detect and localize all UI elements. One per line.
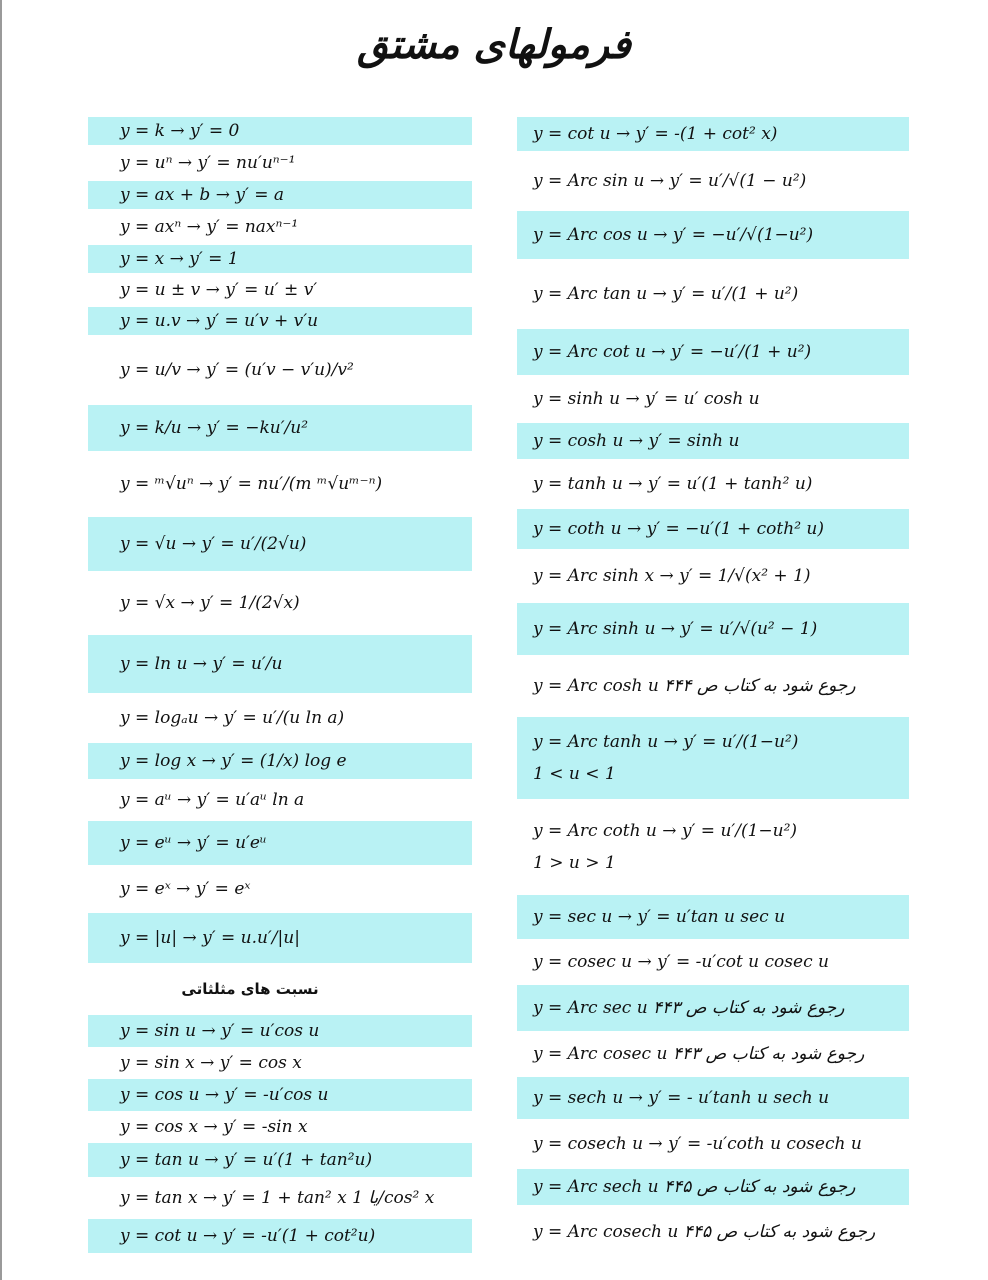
formula-sqrt-x: y = √x → y′ = 1/(2√x) <box>120 593 300 613</box>
formula-cot-u-right: y = cot u → y′ = -(1 + cot² x) <box>517 117 909 151</box>
formula-arcsech: y = Arc sech u رجوع شود به کتاب ص ۴۴۵ <box>517 1169 909 1205</box>
formula-sin-x: y = sin x → y′ = cos x <box>120 1053 302 1073</box>
formula-arctanh-main: y = Arc tanh u → y′ = u′/(1−u²) <box>533 732 799 752</box>
formula-sin-u: y = sin u → y′ = u′cos u <box>88 1015 472 1047</box>
page-edge <box>0 0 2 1280</box>
formula-arcsin: y = Arc sin u → y′ = u′/√(1 − u²) <box>533 171 807 191</box>
formula-cosh: y = cosh u → y′ = sinh u <box>517 423 909 459</box>
formula-arccosh: y = Arc cosh u رجوع شود به کتاب ص ۴۴۴ <box>533 676 856 696</box>
trig-heading: نسبت های مثلثاتی <box>181 980 319 998</box>
formula-product: y = u.v → y′ = u′v + v′u <box>88 307 472 335</box>
formula-exp-u: y = eᵘ → y′ = u′eᵘ <box>88 821 472 865</box>
formula-arctanh <box>517 717 909 799</box>
formula-sech: y = sech u → y′ = - u′tanh u sech u <box>517 1077 909 1119</box>
formula-log-a: y = logₐu → y′ = u′/(u ln a) <box>120 708 345 728</box>
formula-power-x: y = axⁿ → y′ = naxⁿ⁻¹ <box>120 217 299 237</box>
formula-nth-root: y = ᵐ√uⁿ → y′ = nu′/(m ᵐ√uᵐ⁻ⁿ) <box>120 474 383 494</box>
formula-abs: y = |u| → y′ = u.u′/|u| <box>88 913 472 963</box>
formula-exp-x: y = eˣ → y′ = eˣ <box>120 879 251 899</box>
formula-log-x: y = log x → y′ = (1/x) log e <box>88 743 472 779</box>
formula-arcsinh-x: y = Arc sinh x → y′ = 1/√(x² + 1) <box>533 566 811 586</box>
formula-identity: y = x → y′ = 1 <box>88 245 472 273</box>
formula-arccos: y = Arc cos u → y′ = −u′/√(1−u²) <box>517 211 909 259</box>
formula-tanh: y = tanh u → y′ = u′(1 + tanh² u) <box>533 474 813 494</box>
formula-tan-u: y = tan u → y′ = u′(1 + tan²u) <box>88 1143 472 1177</box>
right-column <box>517 117 909 1259</box>
formula-arccot: y = Arc cot u → y′ = −u′/(1 + u²) <box>517 329 909 375</box>
formula-constant-over-u: y = k/u → y′ = −ku′/u² <box>88 405 472 451</box>
formula-arccoth-main: y = Arc coth u → y′ = u′/(1−u²) <box>533 821 798 841</box>
formula-arcsec: y = Arc sec u رجوع شود به کتاب ص ۴۴۳ <box>517 985 909 1031</box>
formula-arccosech: y = Arc cosech u رجوع شود به کتاب ص ۴۴۵ <box>533 1222 876 1242</box>
formula-quotient: y = u/v → y′ = (u′v − v′u)/v² <box>120 360 354 380</box>
formula-tan-x: y = tan x → y′ = 1 + tan² x یا 1/cos² x <box>120 1188 435 1208</box>
formula-cot-u: y = cot u → y′ = -u′(1 + cot²u) <box>88 1219 472 1253</box>
formula-arccosec: y = Arc cosec u رجوع شود به کتاب ص ۴۴۳ <box>533 1044 865 1064</box>
formula-linear: y = ax + b → y′ = a <box>88 181 472 209</box>
formula-arctan: y = Arc tan u → y′ = u′/(1 + u²) <box>533 284 799 304</box>
formula-exp-a: y = aᵘ → y′ = u′aᵘ ln a <box>120 790 305 810</box>
formula-constant: y = k → y′ = 0 <box>88 117 472 145</box>
formula-sqrt-u: y = √u → y′ = u′/(2√u) <box>88 517 472 571</box>
formula-ln: y = ln u → y′ = u′/u <box>88 635 472 693</box>
formula-power-u: y = uⁿ → y′ = nu′uⁿ⁻¹ <box>120 153 296 173</box>
formula-arccoth-domain: 1 > u > 1 <box>533 853 616 873</box>
formula-arctanh-domain: 1 < u < 1 <box>533 764 616 784</box>
page-title: فرمولهای مشتق <box>357 22 631 68</box>
formula-sec: y = sec u → y′ = u′tan u sec u <box>517 895 909 939</box>
formula-cosec: y = cosec u → y′ = -u′cot u cosec u <box>533 952 829 972</box>
left-column <box>88 117 472 1253</box>
formula-sum: y = u ± v → y′ = u′ ± v′ <box>120 280 318 300</box>
formula-sinh: y = sinh u → y′ = u′ cosh u <box>533 389 760 409</box>
formula-cos-x: y = cos x → y′ = -sin x <box>120 1117 308 1137</box>
formula-arcsinh-u: y = Arc sinh u → y′ = u′/√(u² − 1) <box>517 603 909 655</box>
formula-cos-u: y = cos u → y′ = -u′cos u <box>88 1079 472 1111</box>
formula-arccoth <box>517 799 909 895</box>
formula-cosech: y = cosech u → y′ = -u′coth u cosech u <box>533 1134 862 1154</box>
formula-coth: y = coth u → y′ = −u′(1 + coth² u) <box>517 509 909 549</box>
